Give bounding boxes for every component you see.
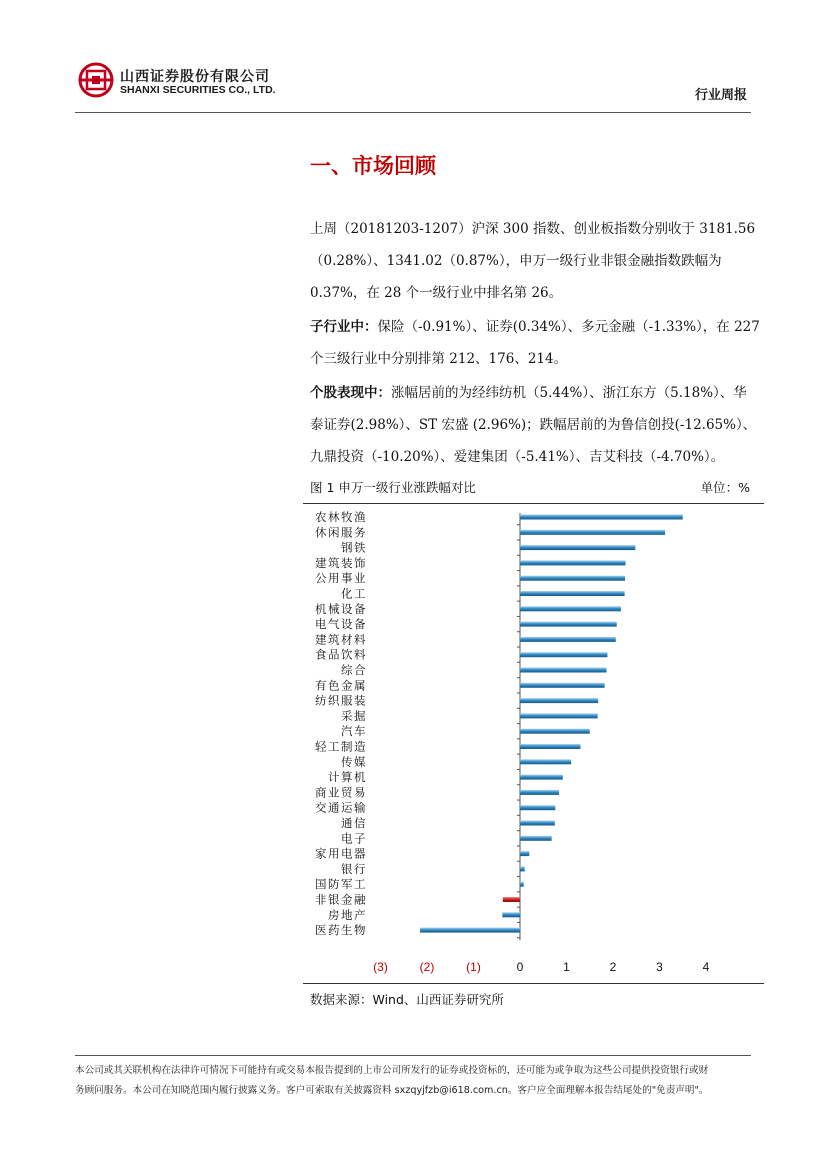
chart-category-label: 纺织服装 <box>315 693 367 708</box>
section-title: 一、市场回顾 <box>310 154 436 178</box>
chart-bar <box>520 836 552 841</box>
chart-bar <box>520 698 598 703</box>
chart-category-label: 国防军工 <box>315 877 367 892</box>
chart-bar <box>520 683 605 688</box>
chart-x-tick-label: 0 <box>516 960 524 974</box>
chart-category-label: 房地产 <box>328 907 367 922</box>
chart-x-tick-label: 2 <box>609 960 617 974</box>
chart-bar <box>520 790 559 795</box>
chart-bar <box>520 560 626 565</box>
chart-category-label: 建筑装饰 <box>315 555 367 570</box>
disclaimer-footer <box>75 1061 755 1101</box>
chart-category-label: 轻工制造 <box>315 739 367 754</box>
chart-category-label: 银行 <box>341 861 367 876</box>
chart-bar <box>520 591 625 596</box>
disclaimer-line-2: 务顾问服务。本公司在知晓范围内履行披露义务。客户可索取有关披露资料 sxzqyjfzb@i618.com.cn。客户应全面理解本报告结尾处的"免责声明"。 <box>75 1085 709 1096</box>
industry-change-bar-chart <box>303 505 764 983</box>
chart-category-label: 综合 <box>341 663 367 677</box>
figure-top-rule <box>303 503 764 504</box>
chart-bar <box>520 882 524 887</box>
chart-bar <box>520 530 665 535</box>
chart-bar <box>520 545 635 550</box>
sub-industry-label: 子行业中： <box>310 319 378 335</box>
chart-category-label: 非银金融 <box>315 892 367 907</box>
chart-bar <box>520 805 555 810</box>
chart-category-label: 休闲服务 <box>315 525 367 540</box>
chart-x-tick-label: 1 <box>563 960 570 974</box>
chart-x-tick-label: 4 <box>702 960 710 974</box>
chart-bar <box>520 606 621 611</box>
chart-bar <box>520 759 571 764</box>
chart-bar <box>520 576 625 581</box>
paragraph-stock-performance <box>310 377 760 473</box>
chart-bar <box>520 668 606 673</box>
chart-category-label: 计算机 <box>328 770 367 785</box>
chart-category-label: 交通运输 <box>315 800 367 815</box>
company-logo <box>78 62 114 98</box>
chart-category-label: 钢铁 <box>341 540 367 555</box>
chart-bar <box>420 928 520 933</box>
chart-bar <box>520 637 616 642</box>
stock-performance-label: 个股表现中： <box>310 385 391 401</box>
chart-x-tick-label: 3 <box>656 960 663 974</box>
chart-bar <box>520 775 563 780</box>
paragraph-market-summary <box>310 213 760 309</box>
chart-category-label: 采掘 <box>341 708 367 723</box>
chart-category-label: 食品饮料 <box>315 647 367 662</box>
figure-title: 图 1 申万一级行业涨跌幅对比 <box>310 480 476 495</box>
chart-category-label: 商业贸易 <box>315 785 367 800</box>
chart-bar <box>520 744 580 749</box>
chart-category-label: 化工 <box>341 586 367 601</box>
chart-category-label: 通信 <box>341 816 367 830</box>
chart-bar <box>520 729 590 734</box>
chart-bar <box>520 515 683 520</box>
company-name-cn: 山西证券股份有限公司 <box>120 69 270 85</box>
figure-source: 数据来源：Wind、山西证券研究所 <box>310 992 504 1007</box>
chart-x-tick-label: (2) <box>419 960 435 974</box>
stock-performance-text: 涨幅居前的为经纬纺机（5.44%）、浙江东方（5.18%）、华泰证券(2.98%）、ST 宏盛 (2.96%)；跌幅居前的为鲁信创投(-12.65%）、九鼎投资（-10.20%）、爱建集团（-5.41%）、吉艾科技（-4.70%）。 <box>310 385 757 465</box>
market-summary-text: 上周（20181203-1207）沪深 300 指数、创业板指数分别收于 3181.56（0.28%）、1341.02（0.87%），申万一级行业非银金融指数跌幅为 0.37%，在 28 个一级行业中排名第 26。 <box>310 221 756 301</box>
disclaimer-line-1: 本公司或其关联机构在法律许可情况下可能持有或交易本报告提到的上市公司所发行的证券或投资标的，还可能为或争取为这些公司提供投资银行或财 <box>75 1065 709 1076</box>
chart-category-label: 传媒 <box>341 754 367 769</box>
chart-category-label: 家用电器 <box>315 846 367 861</box>
figure-header <box>310 478 750 500</box>
chart-bar <box>520 821 555 826</box>
paragraph-sub-industry <box>310 311 760 375</box>
chart-bar-highlight <box>503 897 520 902</box>
chart-category-label: 电气设备 <box>315 617 367 632</box>
figure-bottom-rule <box>303 983 764 984</box>
figure-unit: 单位：% <box>700 480 750 495</box>
chart-bar <box>520 652 607 657</box>
chart-bar <box>520 713 598 718</box>
chart-category-label: 机械设备 <box>315 601 367 616</box>
chart-category-label: 电子 <box>341 831 367 846</box>
chart-category-label: 建筑材料 <box>315 632 367 647</box>
header-divider <box>75 112 751 113</box>
chart-category-label: 有色金属 <box>315 678 367 693</box>
chart-bar <box>502 912 520 917</box>
chart-x-tick-label: (1) <box>466 960 481 974</box>
company-name-en: SHANXI SECURITIES CO., LTD. <box>120 84 276 96</box>
chart-category-label: 农林牧渔 <box>315 510 367 524</box>
chart-category-label: 医药生物 <box>315 923 367 938</box>
chart-bar <box>520 622 617 627</box>
chart-bar <box>520 866 525 871</box>
chart-bar <box>520 851 529 856</box>
chart-category-label: 公用事业 <box>315 571 367 586</box>
chart-x-tick-label: (3) <box>373 960 388 974</box>
footer-divider <box>75 1055 751 1056</box>
report-type: 行业周报 <box>694 88 747 103</box>
chart-category-label: 汽车 <box>341 724 367 739</box>
sub-industry-text: 保险（-0.91%）、证券(0.34%）、多元金融（-1.33%），在 227 个三级行业中分别排第 212、176、214。 <box>310 319 760 367</box>
